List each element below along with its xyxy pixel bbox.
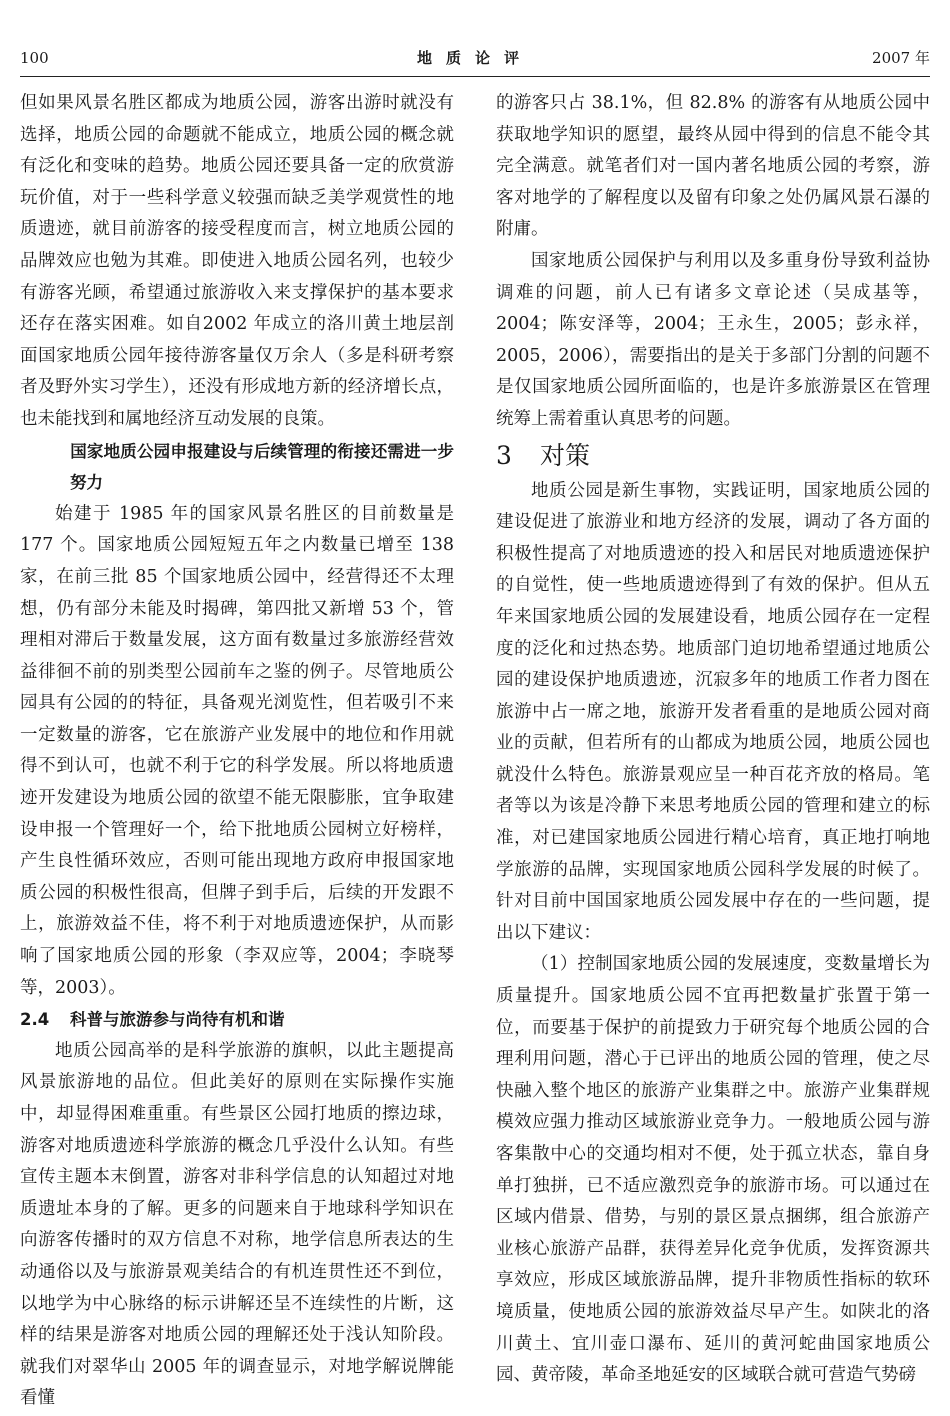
page-number: 100 xyxy=(20,49,49,67)
header-rule xyxy=(20,76,930,77)
paragraph: 的游客只占 38.1%，但 82.8% 的游客有从地质公园中获取地学知识的愿望，最终从园中得到的信息不能令其完全满意。就笔者们对一国内著名地质公园的考察，游客对地学的了解程度以及留有印象之处仍属风景石瀑的附庸。 xyxy=(496,93,930,240)
paragraph: 但如果风景名胜区都成为地质公园，游客出游时就没有选择，地质公园的命题就不能成立，地质公园的概念就有泛化和变味的趋势。地质公园还要具备一定的欣赏游玩价值，对于一些科学意义较强而缺乏美学观赏性的地质遗迹，就目前游客的接受程度而言，树立地质公园的品牌效应也勉为其难。即使进入地质公园名列，也较少有游客光顾，希望通过旅游收入来支撑保护的基本要求还存在落实困难。如自2002 年成立的洛川黄土地层剖面国家地质公园年接待游客量仅万余人（多是科研考察者及野外实习学生），还没有形成地方新的经济增长点，也未能找到和属地经济互动发展的良策。 xyxy=(20,93,454,429)
section-title: 对策 xyxy=(540,440,591,470)
section-title: 国家地质公园申报建设与后续管理的衔接还需进一步努力 xyxy=(70,441,454,493)
publication-year: 2007 年 xyxy=(872,49,930,67)
running-header xyxy=(20,44,930,72)
section-title: 科普与旅游参与尚待有机和谐 xyxy=(70,1010,285,1030)
paragraph: 地质公园高举的是科学旅游的旗帜，以此主题提高风景旅游地的品位。但此美好的原则在实际操作实施中，却显得困难重重。有些景区公园打地质的擦边球，游客对地质遗迹科学旅游的概念几乎没什么认知。有些宣传主题本末倒置，游客对非科学信息的认知超过对地质遗址本身的了解。更多的问题来自于地球科学知识在向游客传播时的双方信息不对称，地学信息所表达的生动通俗以及与旅游景观美结合的有机连贯性还不到位，以地学为中心脉络的标示讲解还呈不连续性的片断，这样的结果是游客对地质公园的理解还处于浅认知阶段。就我们对翠华山 2005 年的调查显示，对地学解说牌能看懂 xyxy=(20,1040,454,1409)
paragraph: 始建于 1985 年的国家风景名胜区的目前数量是 177 个。国家地质公园短短五年之内数量已增至 138 家，在前三批 85 个国家地质公园中，经营得还不太理想，仍有部分未能及时揭碑，第四批又新增 53 个，管理相对滞后于数量发展，这方面有数量过多旅游经营效益徘徊不前的别类型公园前车之鉴的例子。尽管地质公园具有公园的的特征，具备观光浏览性，但若吸引不来一定数量的游客，它在旅游产业发展中的地位和作用就得不到认可，也就不利于它的科学发展。所以将地质遗迹开发建设为地质公园的欲望不能无限膨胀，宜争取建设申报一个管理好一个，给下批地质公园树立好榜样，产生良性循环效应，否则可能出现地方政府申报国家地质公园的积极性很高，但牌子到手后，后续的开发跟不上，旅游效益不佳，将不利于对地质遗迹保护，从而影响了国家地质公园的形象（李双应等，2004；李晓琴等，2003）。 xyxy=(20,503,454,998)
right-column xyxy=(496,88,930,1392)
paragraph: 国家地质公园保护与利用以及多重身份导致利益协调难的问题，前人已有诸多文章论述（吴成基等，2004；陈安泽等，2004；王永生，2005；彭永祥，2005，2006），需要指出的是关于多部门分割的问题不是仅国家地质公园所面临的，也是许多旅游景区在管理统筹上需着重认真思考的问题。 xyxy=(496,250,930,429)
section-number: 2.4 xyxy=(20,1010,50,1030)
section-number: 3 xyxy=(496,440,512,470)
journal-title: 地质论评 xyxy=(416,49,533,67)
section-heading-2-3 xyxy=(20,436,454,499)
section-heading-2-4 xyxy=(20,1004,454,1036)
paragraph: （1）控制国家地质公园的发展速度，变数量增长为质量提升。国家地质公园不宜再把数量扩张置于第一位，而要基于保护的前提致力于研究每个地质公园的合理利用问题，潜心于已评出的地质公园的管理，使之尽快融入整个地区的旅游产业集群之中。旅游产业集群规模效应强力推动区域旅游业竞争力。一般地质公园与游客集散中心的交通均相对不便，处于孤立状态，靠自身单打独拼，已不适应激烈竞争的旅游市场。可以通过在区域内借景、借势，与别的景区景点捆绑，组合旅游产业核心旅游产品群，获得差异化竞争优质，发挥资源共享效应，形成区域旅游品牌，提升非物质性指标的软环境质量，使地质公园的旅游效益尽早产生。如陕北的洛川黄土、宜川壶口瀑布、延川的黄河蛇曲国家地质公园、黄帝陵，革命圣地延安的区域联合就可营造气势磅 xyxy=(496,954,930,1386)
paragraph: 地质公园是新生事物，实践证明，国家地质公园的建设促进了旅游业和地方经济的发展，调动了各方面的积极性提高了对地质遗迹的投入和居民对地质遗迹保护的自觉性，使一些地质遗迹得到了有效的保护。但从五年来国家地质公园的发展建设看，地质公园存在一定程度的泛化和过热态势。地质部门迫切地希望通过地质公园的建设保护地质遗迹，沉寂多年的地质工作者力图在旅游中占一席之地，旅游开发者看重的是地质公园对商业的贡献，但若所有的山都成为地质公园，地质公园也就没什么特色。旅游景观应呈一种百花齐放的格局。笔者等以为该是冷静下来思考地质公园的管理和建立的标准，对已建国家地质公园进行精心培育，真正地打响地学旅游的品牌，实现国家地质公园科学发展的时候了。针对目前中国国家地质公园发展中存在的一些问题，提出以下建议： xyxy=(496,480,930,943)
section-heading-3 xyxy=(496,436,930,476)
left-column xyxy=(20,88,454,1415)
section-number xyxy=(20,436,70,468)
